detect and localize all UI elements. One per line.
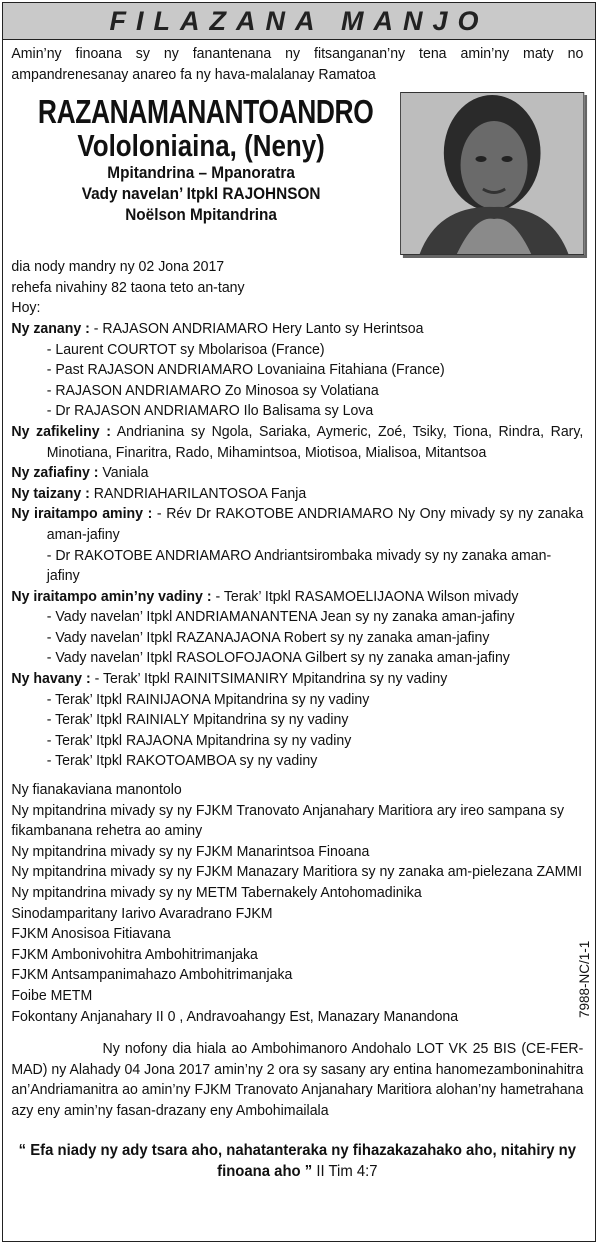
funeral-details: Ny nofony dia hiala ao Ambohimanoro Andohalo LOT VK 25 BIS (CE-FER-MAD) ny Alahady 04 Jona 2017 amin’ny 2 ora sy sasany ary entina hanomezamboninahitra an’Andriamanitra ao amin’ny FJKM Tranovato Anjanahary Maritiora alohan’ny hametrahana azy eny amin’ny fasan-drazany eny Ambohimailala xyxy=(11,1040,584,1119)
zafikeliny-label: Ny zafikeliny : xyxy=(11,422,111,440)
list-item: - Vady navelan’ Itpkl RAZANAJAONA Robert sy ny zanaka aman-jafiny xyxy=(46,628,490,646)
death-hoy: Hoy: xyxy=(11,299,41,317)
zafiafiny-label: Ny zafiafiny : xyxy=(11,464,99,482)
others-item: FJKM Anosisoa Fitiavana xyxy=(11,925,171,943)
others-item: Ny fianakaviana manontolo xyxy=(11,781,182,799)
deceased-given-name: Vololoniaina, (Neny) xyxy=(77,128,325,164)
list-item: - RAJASON ANDRIAMARO Zo Minosoa sy Volatiana xyxy=(46,381,379,399)
iraitampo-label: Ny iraitampo aminy : xyxy=(11,505,153,523)
others-item: Foibe METM xyxy=(11,986,93,1004)
notice-body xyxy=(3,40,591,1182)
quote-reference: II Tim 4:7 xyxy=(312,1162,378,1180)
scripture-quote xyxy=(11,1140,583,1182)
reference-code: 7988-NC/1-1 xyxy=(577,940,592,1018)
list-item: - Terak’ Itpkl RAINIJAONA Mpitandrina sy ny vadiny xyxy=(46,690,370,708)
others-item: FJKM Ambonivohitra Ambohitrimanjaka xyxy=(11,945,258,963)
others-item: Ny mpitandrina mivady sy ny FJKM Tranovato Anjanahary Maritiora ary ireo sampana sy fikambanana rehetra ao aminy xyxy=(11,801,565,840)
iraitampo-vady-line xyxy=(11,587,583,608)
list-item: - Vady navelan’ Itpkl ANDRIAMANANTENA Jean sy ny zanaka aman-jafiny xyxy=(46,608,515,626)
death-age: rehefa nivahiny 82 taona teto an-tany xyxy=(11,278,245,296)
quote-text: “ Efa niady ny ady tsara aho, nahatanteraka ny fihazakazahako aho, nitahiry ny finoana aho ” xyxy=(18,1141,577,1180)
iraitampo-first: - Rév Dr RAKOTOBE ANDRIAMARO Ny Ony mivady sy ny zanaka aman-jafiny xyxy=(46,505,584,543)
zafiafiny-text: Vaniala xyxy=(98,464,149,482)
others-item: FJKM Antsampanimahazo Ambohitrimanjaka xyxy=(11,966,293,984)
obituary-notice xyxy=(2,2,596,1242)
deceased-surname: RAZANAMANANTOANDRO xyxy=(37,93,374,131)
list-item: - Terak’ Itpkl RAKOTOAMBOA sy ny vadiny xyxy=(46,752,318,770)
list-item: - Vady navelan’ Itpkl RASOLOFOJAONA Gilbert sy ny zanaka aman-jafiny xyxy=(46,649,510,667)
zanany-first: - RAJASON ANDRIAMARO Hery Lanto sy Herintsoa xyxy=(89,319,424,337)
list-item: - Past RAJASON ANDRIAMARO Lovaniaina Fitahiana (France) xyxy=(46,361,445,379)
iraitampo-vady-first: - Terak’ Itpkl RASAMOELIJAONA Wilson mivady xyxy=(211,587,519,605)
list-item: - Dr RAKOTOBE ANDRIAMARO Andriantsirombaka mivady sy ny zanaka aman-jafiny xyxy=(46,546,552,585)
deceased-name-block xyxy=(11,95,390,226)
taizany-line xyxy=(11,484,583,505)
deceased-role: Mpitandrina – Mpanoratra xyxy=(107,164,295,183)
taizany-text: RANDRIAHARILANTOSOA Fanja xyxy=(89,484,307,502)
others-item: Ny mpitandrina mivady sy ny FJKM Manazary Maritiora sy ny zanaka am-pielezana ZAMMI xyxy=(11,863,583,881)
deceased-spouse: Vady navelan’ Itpkl RAJOHNSON xyxy=(81,185,321,204)
deceased-block xyxy=(11,85,583,257)
zanany-label: Ny zanany : xyxy=(11,319,90,337)
havany-label: Ny havany : xyxy=(11,670,91,688)
havany-line xyxy=(11,669,583,690)
deceased-spouse-line2: Noëlson Mpitandrina xyxy=(125,206,277,225)
others-item: Ny mpitandrina mivady sy ny FJKM Manarintsoa Finoana xyxy=(11,842,370,860)
others-item: Ny mpitandrina mivady sy ny METM Tabernakely Antohomadinika xyxy=(11,884,422,901)
notice-title: FILAZANA MANJO xyxy=(109,5,489,36)
list-item: - Dr RAJASON ANDRIAMARO Ilo Balisama sy Lova xyxy=(46,402,374,420)
havany-first: - Terak’ Itpkl RAINITSIMANIRY Mpitandrina sy ny vadiny xyxy=(90,670,448,688)
iraitampo-line xyxy=(11,504,583,545)
zanany-line xyxy=(11,319,583,340)
list-item: - Terak’ Itpkl RAJAONA Mpitandrina sy ny vadiny xyxy=(46,731,352,749)
intro-text: Amin’ny finoana sy ny fanantenana ny fitsanganan’ny tena amin’ny maty no ampandrenesanay anareo fa ny hava-malalanay Ramatoa xyxy=(11,45,584,83)
list-item: - Terak’ Itpkl RAINIALY Mpitandrina sy ny vadiny xyxy=(46,711,349,729)
list-item: - Laurent COURTOT sy Mbolarisoa (France) xyxy=(46,340,325,358)
iraitampo-vady-label: Ny iraitampo amin’ny vadiny : xyxy=(11,587,212,605)
others-item: Fokontany Anjanahary II 0 , Andravoahangy Est, Manazary Manandona xyxy=(11,1007,459,1025)
taizany-label: Ny taizany : xyxy=(11,484,90,502)
zafikeliny-line xyxy=(11,422,583,463)
death-date: dia nody mandry ny 02 Jona 2017 xyxy=(11,258,225,276)
zafikeliny-text: Andrianina sy Ngola, Sariaka, Aymeric, Zoé, Tsiky, Tiona, Rindra, Rary, Minotiana, Finaritra, Rado, Mihamintsoa, Miotisoa, Mialisoa, Mitantsoa xyxy=(46,422,584,461)
others-item: Sinodamparitany Iarivo Avaradrano FJKM xyxy=(11,904,273,922)
notice-header xyxy=(3,3,595,40)
zafiafiny-line xyxy=(11,463,583,484)
deceased-portrait xyxy=(400,92,584,255)
